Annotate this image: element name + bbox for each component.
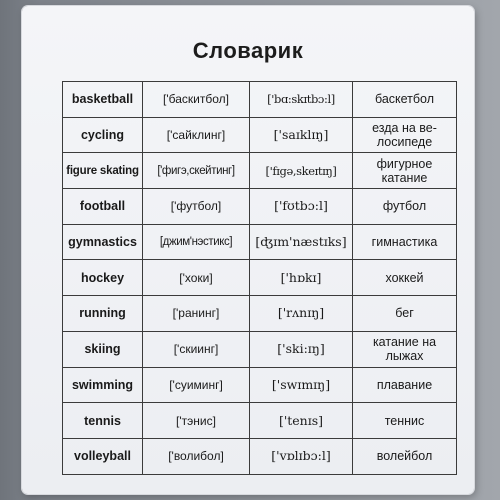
ipa-transcription-cell: ['bɑ:skɪtbɔ:l] (250, 82, 353, 118)
vocabulary-table (62, 81, 457, 475)
table-row (63, 403, 457, 439)
russian-translation-cell: хоккей (353, 260, 457, 296)
english-word-cell: swimming (63, 367, 143, 403)
english-word-cell: basketball (63, 82, 143, 118)
russian-translation-cell: бег (353, 296, 457, 332)
russian-translation-cell: плавание (353, 367, 457, 403)
vocabulary-table-body (63, 82, 457, 475)
english-word-cell: cycling (63, 117, 143, 153)
ipa-transcription-cell: ['vɒlɪbɔ:l] (250, 438, 353, 474)
ipa-transcription-cell: ['rʌnɪŋ] (250, 296, 353, 332)
table-row (63, 224, 457, 260)
ipa-transcription-cell: ['tenɪs] (250, 403, 353, 439)
table-row (63, 153, 457, 189)
russian-translation-cell: фигурное катание (353, 153, 457, 189)
vocabulary-card (22, 6, 474, 494)
ipa-transcription-cell: ['fʊtbɔ:l] (250, 189, 353, 225)
transliteration-cell: ['скиинг] (143, 331, 250, 367)
russian-translation-cell: баскетбол (353, 82, 457, 118)
table-row (63, 260, 457, 296)
russian-translation-cell: езда на ве-лосипеде (353, 117, 457, 153)
transliteration-cell: ['тэнис] (143, 403, 250, 439)
transliteration-cell: ['фигэ,скейтинг] (143, 153, 250, 189)
english-word-cell: football (63, 189, 143, 225)
russian-translation-cell: футбол (353, 189, 457, 225)
english-word-cell: skiing (63, 331, 143, 367)
table-row (63, 296, 457, 332)
table-row (63, 367, 457, 403)
english-word-cell: running (63, 296, 143, 332)
ipa-transcription-cell: ['ski:ɪŋ] (250, 331, 353, 367)
table-row (63, 189, 457, 225)
russian-translation-cell: гимнастика (353, 224, 457, 260)
table-row (63, 331, 457, 367)
ipa-transcription-cell: ['fɪgə,skeɪtɪŋ] (250, 153, 353, 189)
transliteration-cell: ['хоки] (143, 260, 250, 296)
card-title: Словарик (192, 38, 304, 63)
ipa-transcription-cell: [ʤɪm'næstɪks] (250, 224, 353, 260)
transliteration-cell: ['футбол] (143, 189, 250, 225)
table-row (63, 117, 457, 153)
table-row (63, 82, 457, 118)
transliteration-cell: ['волибол] (143, 438, 250, 474)
english-word-cell: volleyball (63, 438, 143, 474)
ipa-transcription-cell: ['swɪmɪŋ] (250, 367, 353, 403)
table-row (63, 438, 457, 474)
transliteration-cell: [джим'нэстикс] (143, 224, 250, 260)
english-word-cell: figure skating (63, 153, 143, 189)
ipa-transcription-cell: ['hɒkɪ] (250, 260, 353, 296)
russian-translation-cell: теннис (353, 403, 457, 439)
russian-translation-cell: волейбол (353, 438, 457, 474)
english-word-cell: gymnastics (63, 224, 143, 260)
transliteration-cell: ['суиминг] (143, 367, 250, 403)
english-word-cell: tennis (63, 403, 143, 439)
ipa-transcription-cell: ['saɪklɪŋ] (250, 117, 353, 153)
english-word-cell: hockey (63, 260, 143, 296)
transliteration-cell: ['баскитбол] (143, 82, 250, 118)
russian-translation-cell: катание на лыжах (353, 331, 457, 367)
transliteration-cell: ['ранинг] (143, 296, 250, 332)
transliteration-cell: ['сайклинг] (143, 117, 250, 153)
